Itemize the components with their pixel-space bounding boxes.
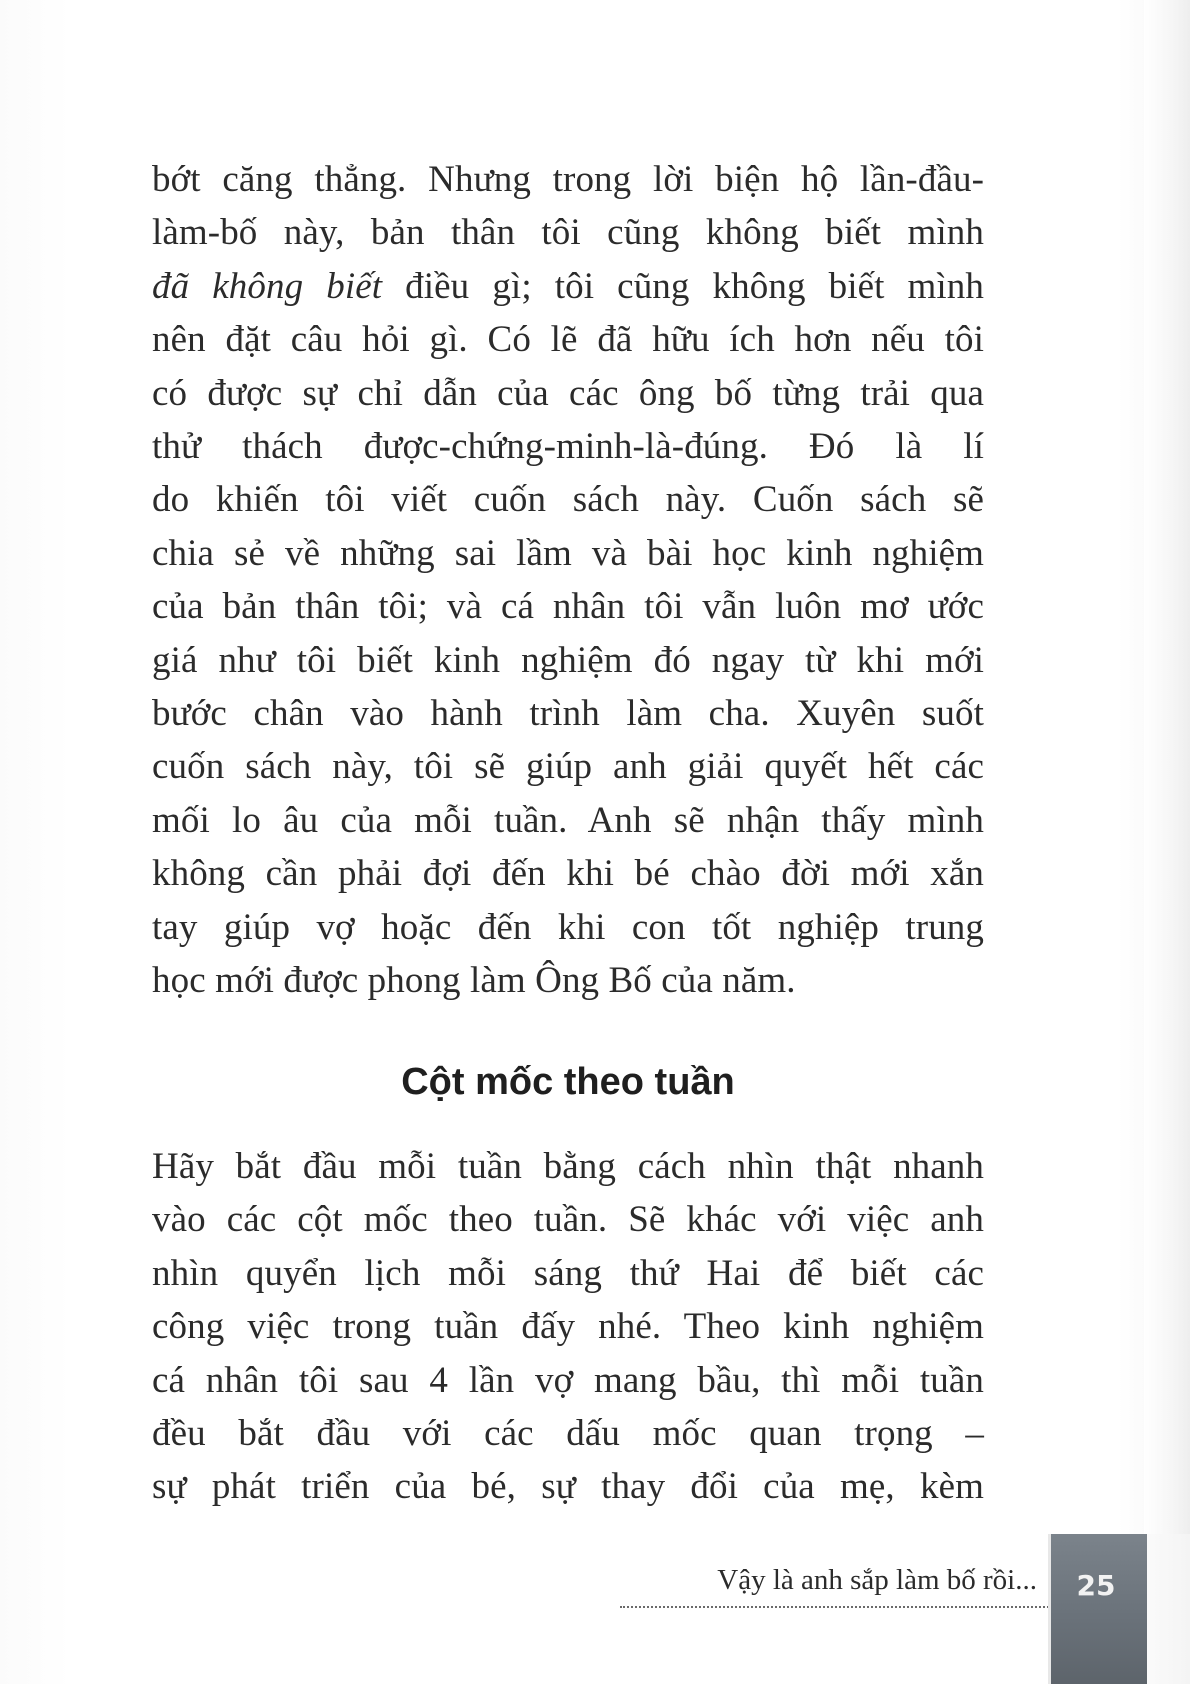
section-heading: Cột mốc theo tuần [401,1061,735,1103]
text-line: cá nhân tôi sau 4 lần vợ mang bầu, thì mỗi tuần [152,1359,984,1401]
text-line: mối lo âu của mỗi tuần. Anh sẽ nhận thấy mình [152,799,984,841]
text-line: giá như tôi biết kinh nghiệm đó ngay từ khi mới [152,639,984,681]
text-line: thử thách được-chứng-minh-là-đúng. Đó là lí [152,426,984,468]
text-line: tay giúp vợ hoặc đến khi con tốt nghiệp trung [152,906,984,948]
text-line: nhìn quyển lịch mỗi sáng thứ Hai để biết các [152,1252,984,1294]
body-paragraph-2 [152,1140,984,1514]
text-line [152,260,984,313]
text-line: sự phát triển của bé, sự thay đổi của mẹ, kèm [152,1466,984,1508]
running-footer-title: Vậy là anh sắp làm bố rồi... [717,1564,1037,1596]
text-line: có được sự chỉ dẫn của các ông bố từng trải qua [152,372,984,414]
italic-emphasis: đã không biết [152,265,383,307]
text-line: chia sẻ về những sai lầm và bài học kinh nghiệm [152,532,984,574]
text-line: không cần phải đợi đến khi bé chào đời mới xắn [152,853,984,895]
text-line: của bản thân tôi; và cá nhân tôi vẫn luôn mơ ước [152,586,984,628]
page-edge-shadow [1144,0,1190,1534]
text-line: nên đặt câu hỏi gì. Có lẽ đã hữu ích hơn nếu tôi [152,319,984,361]
text-line: cuốn sách này, tôi sẽ giúp anh giải quyết hết các [152,746,984,788]
text-line: bước chân vào hành trình làm cha. Xuyên suốt [152,693,984,735]
text-line: học mới được phong làm Ông Bố của năm. [152,960,796,1002]
text-line: làm-bố này, bản thân tôi cũng không biết mình [152,212,984,254]
text-line: công việc trong tuần đấy nhé. Theo kinh nghiệm [152,1306,984,1348]
text-fragment: điều gì; tôi cũng không biết mình [382,265,984,307]
text-line: Hãy bắt đầu mỗi tuần bằng cách nhìn thật nhanh [152,1146,984,1187]
text-line: bớt căng thẳng. Nhưng trong lời biện hộ lần-đầu- [152,159,984,200]
text-line: đều bắt đầu với các dấu mốc quan trọng – [152,1413,984,1455]
text-line: do khiến tôi viết cuốn sách này. Cuốn sách sẽ [152,479,984,521]
footer-dotted-rule [620,1606,1052,1608]
body-paragraph-1 [152,153,984,1008]
text-line: vào các cột mốc theo tuần. Sẽ khác với việc anh [152,1199,984,1241]
page-number: 25 [1076,1569,1116,1602]
page-number-tab [1048,1534,1147,1684]
